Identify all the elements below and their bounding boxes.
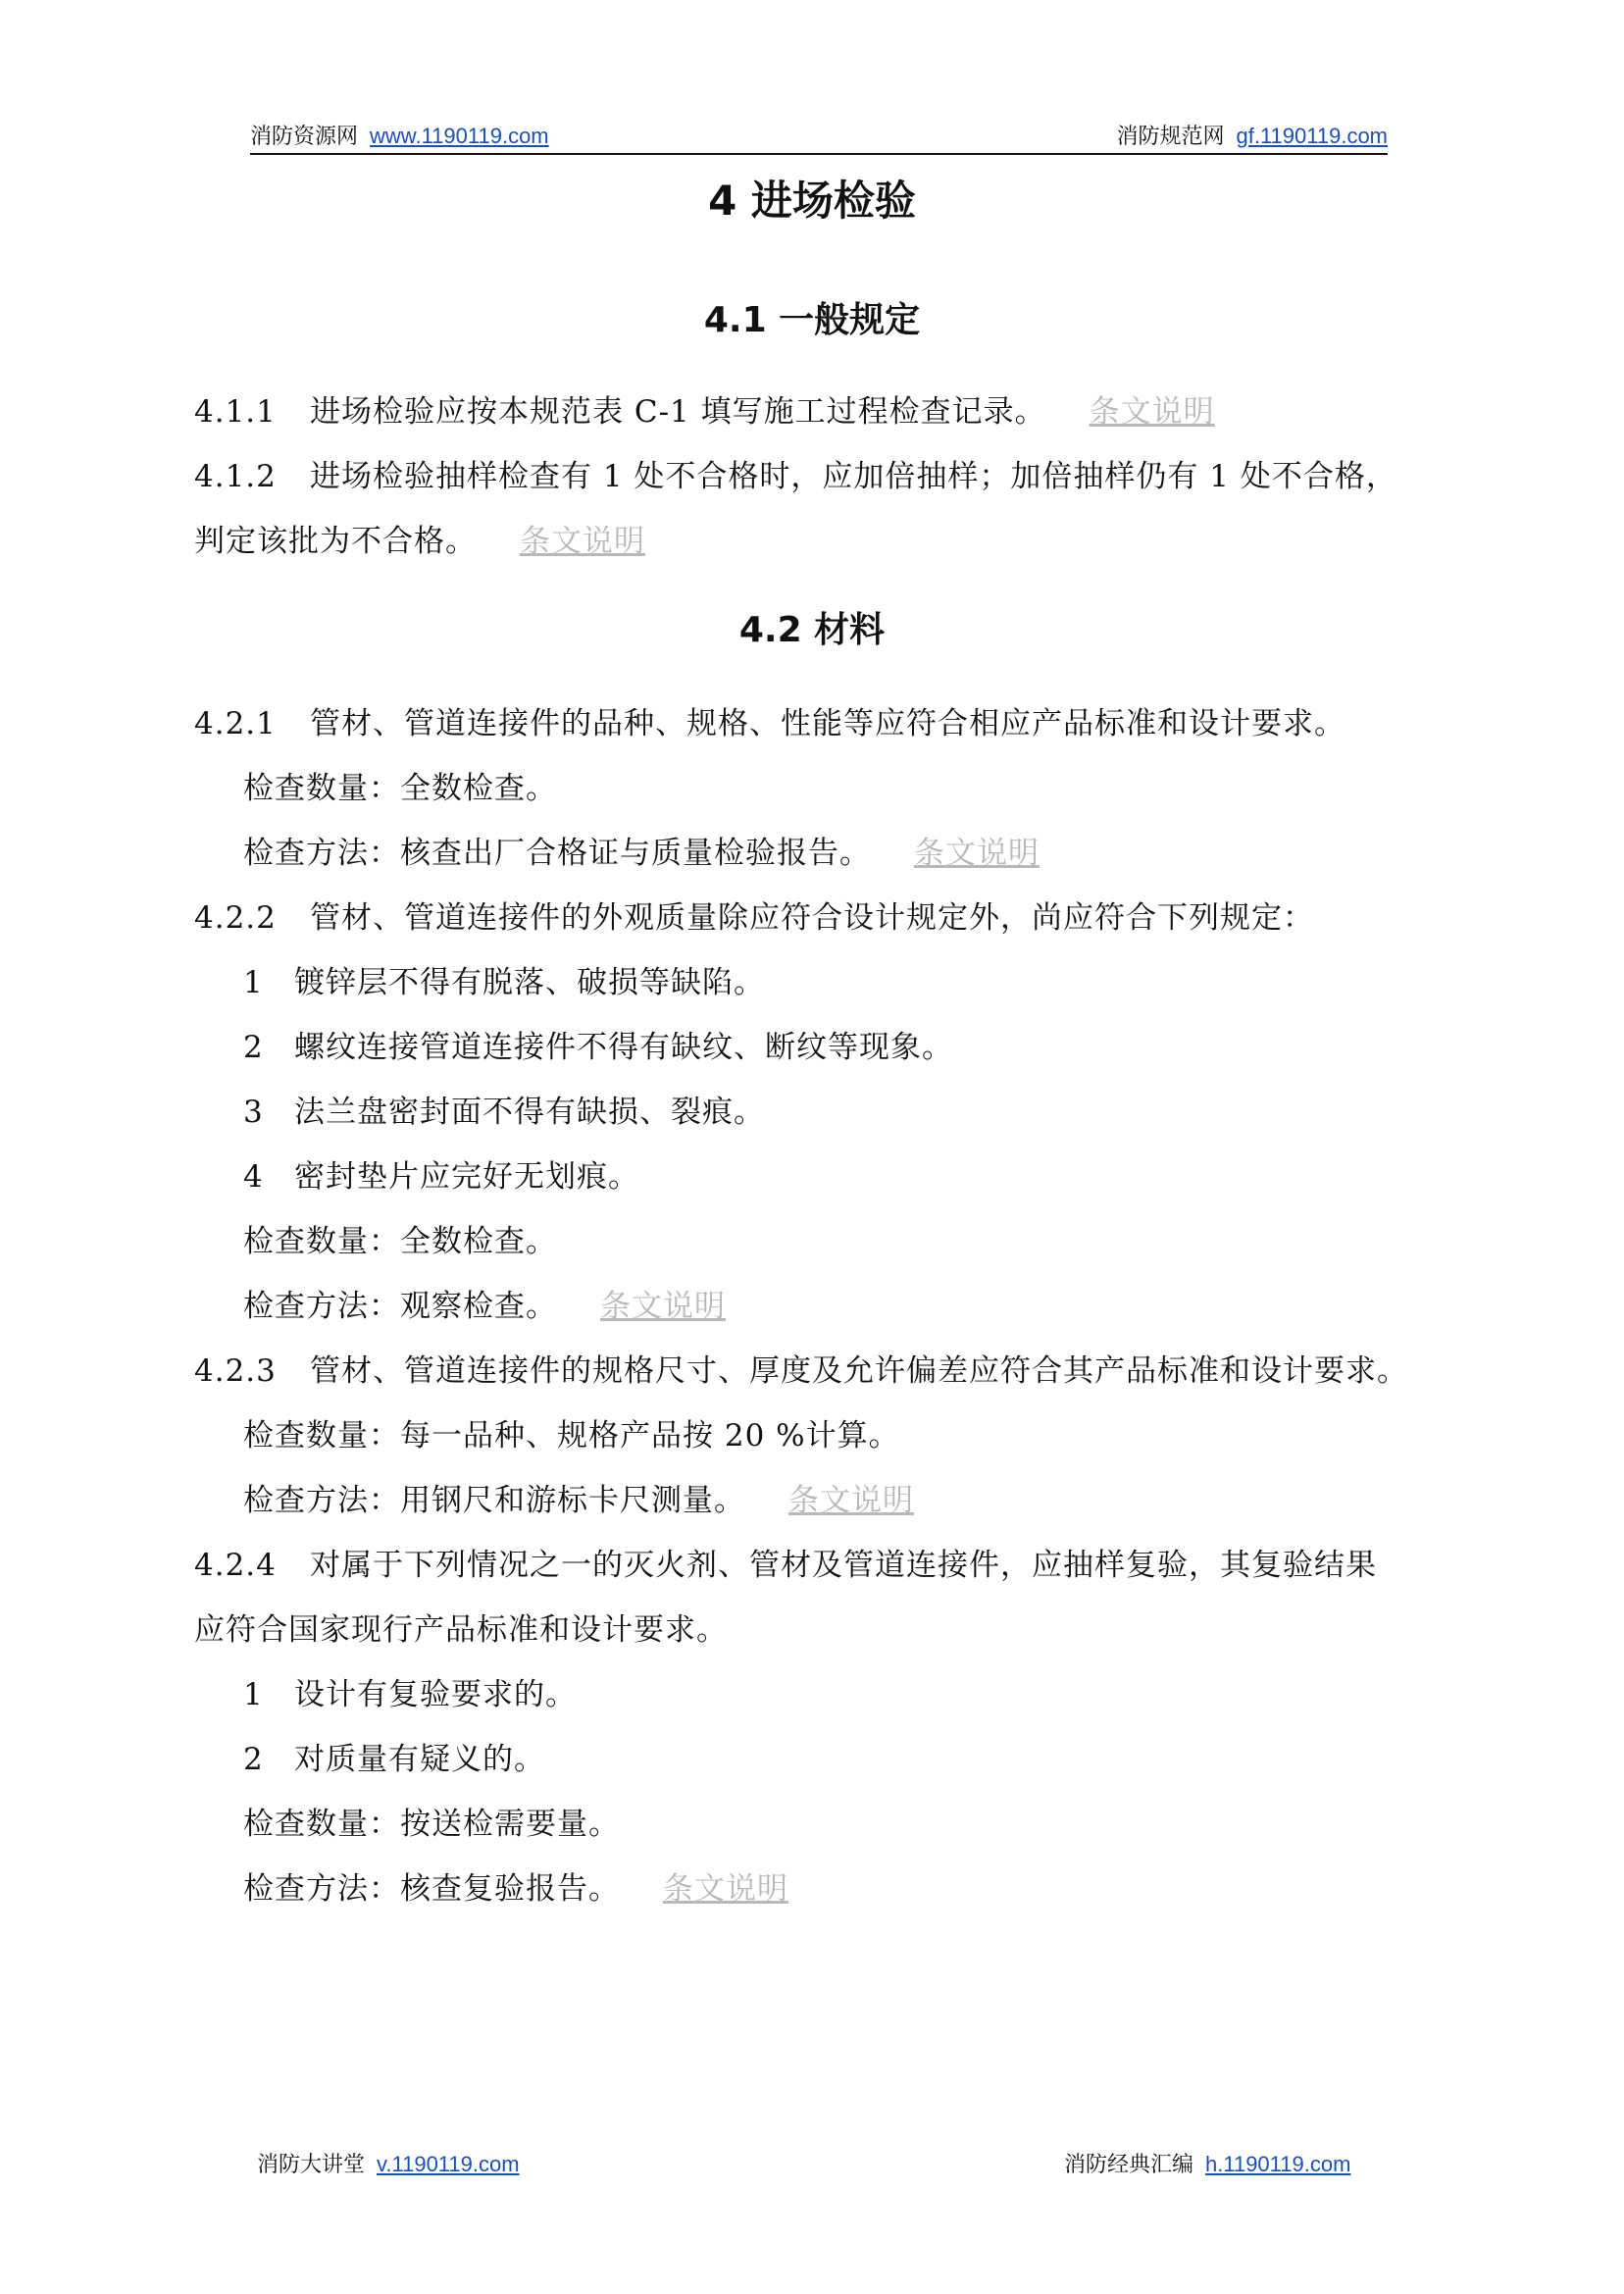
clause-text-cont: 判定该批为不合格。 bbox=[194, 524, 477, 559]
clause-text: 管材、管道连接件的品种、规格、性能等应符合相应产品标准和设计要求。 bbox=[310, 706, 1345, 741]
clause-text: 管材、管道连接件的外观质量除应符合设计规定外，尚应符合下列规定： bbox=[310, 900, 1314, 936]
clause-4-1-1 bbox=[194, 386, 1215, 431]
clause-note-link[interactable]: 条文说明 bbox=[914, 836, 1040, 871]
header-right-link[interactable]: gf.1190119.com bbox=[1236, 124, 1388, 148]
header-left bbox=[250, 120, 549, 150]
item-number: 2 bbox=[243, 1742, 264, 1777]
clause-4-2-3 bbox=[194, 1346, 1408, 1390]
clause-4-2-1-method bbox=[243, 828, 1040, 872]
list-item bbox=[243, 957, 765, 1001]
clause-4-2-3-method bbox=[243, 1475, 914, 1519]
item-number: 4 bbox=[243, 1159, 264, 1195]
method-text: 检查方法：核查复验报告。 bbox=[243, 1871, 620, 1907]
page-header bbox=[250, 118, 1388, 155]
clause-4-2-2 bbox=[194, 892, 1314, 937]
item-text: 对质量有疑义的。 bbox=[294, 1742, 545, 1777]
clause-number: 4.1.2 bbox=[194, 459, 277, 494]
clause-note-link[interactable]: 条文说明 bbox=[788, 1483, 914, 1518]
clause-4-2-4-cont: 应符合国家现行产品标准和设计要求。 bbox=[194, 1612, 728, 1648]
header-right bbox=[1116, 120, 1388, 150]
header-right-site-name: 消防规范网 bbox=[1116, 125, 1225, 149]
item-number: 1 bbox=[243, 1677, 264, 1712]
footer-right-site-name: 消防经典汇编 bbox=[1064, 2153, 1194, 2177]
method-text: 检查方法：用钢尺和游标卡尺测量。 bbox=[243, 1483, 745, 1518]
clause-text: 管材、管道连接件的规格尺寸、厚度及允许偏差应符合其产品标准和设计要求。 bbox=[310, 1353, 1408, 1389]
item-number: 1 bbox=[243, 965, 264, 1000]
clause-number: 4.2.4 bbox=[194, 1548, 277, 1583]
header-left-link[interactable]: www.1190119.com bbox=[370, 124, 549, 148]
clause-note-link[interactable]: 条文说明 bbox=[663, 1871, 788, 1907]
clause-4-2-1-qty: 检查数量：全数检查。 bbox=[243, 771, 557, 806]
footer-left-site-name: 消防大讲堂 bbox=[257, 2153, 366, 2177]
clause-text: 进场检验抽样检查有 1 处不合格时，应加倍抽样；加倍抽样仍有 1 处不合格， bbox=[310, 459, 1397, 494]
section-4-1-heading: 4.1 一般规定 bbox=[703, 300, 921, 340]
clause-4-2-4-qty: 检查数量：按送检需要量。 bbox=[243, 1807, 620, 1842]
list-item bbox=[243, 1087, 765, 1131]
footer-right-link[interactable]: h.1190119.com bbox=[1205, 2152, 1351, 2176]
clause-number: 4.2.3 bbox=[194, 1353, 277, 1389]
list-item bbox=[243, 1022, 953, 1066]
item-text: 设计有复验要求的。 bbox=[294, 1677, 577, 1712]
list-item bbox=[243, 1151, 639, 1196]
method-text: 检查方法：核查出厂合格证与质量检验报告。 bbox=[243, 836, 871, 871]
clause-note-link[interactable]: 条文说明 bbox=[600, 1289, 726, 1324]
footer-right bbox=[1064, 2148, 1350, 2178]
item-number: 3 bbox=[243, 1095, 264, 1130]
header-left-site-name: 消防资源网 bbox=[250, 125, 359, 149]
clause-4-2-4 bbox=[194, 1540, 1377, 1584]
footer-left bbox=[257, 2148, 520, 2178]
item-text: 法兰盘密封面不得有缺损、裂痕。 bbox=[294, 1095, 765, 1130]
clause-4-2-2-method bbox=[243, 1281, 726, 1325]
clause-number: 4.2.1 bbox=[194, 706, 277, 741]
clause-4-2-4-method bbox=[243, 1863, 788, 1908]
clause-4-2-1 bbox=[194, 698, 1345, 742]
item-text: 镀锌层不得有脱落、破损等缺陷。 bbox=[294, 965, 765, 1000]
clause-4-1-2-cont bbox=[194, 516, 645, 560]
clause-note-link[interactable]: 条文说明 bbox=[520, 524, 645, 559]
chapter-title: 4 进场检验 bbox=[708, 177, 916, 225]
clause-text: 进场检验应按本规范表 C-1 填写施工过程检查记录。 bbox=[310, 394, 1046, 430]
item-text: 密封垫片应完好无划痕。 bbox=[294, 1159, 639, 1195]
footer-left-link[interactable]: v.1190119.com bbox=[377, 2152, 520, 2176]
section-4-2-heading: 4.2 材料 bbox=[738, 610, 886, 650]
clause-note-link[interactable]: 条文说明 bbox=[1089, 394, 1215, 430]
clause-text: 对属于下列情况之一的灭火剂、管材及管道连接件，应抽样复验，其复验结果 bbox=[310, 1548, 1377, 1583]
clause-4-2-3-qty: 检查数量：每一品种、规格产品按 20 %计算。 bbox=[243, 1418, 900, 1453]
method-text: 检查方法：观察检查。 bbox=[243, 1289, 557, 1324]
clause-number: 4.2.2 bbox=[194, 900, 277, 936]
item-number: 2 bbox=[243, 1030, 264, 1065]
list-item bbox=[243, 1734, 545, 1778]
list-item bbox=[243, 1669, 577, 1713]
clause-number: 4.1.1 bbox=[194, 394, 277, 430]
item-text: 螺纹连接管道连接件不得有缺纹、断纹等现象。 bbox=[294, 1030, 953, 1065]
clause-4-2-2-qty: 检查数量：全数检查。 bbox=[243, 1224, 557, 1259]
clause-4-1-2 bbox=[194, 451, 1397, 495]
